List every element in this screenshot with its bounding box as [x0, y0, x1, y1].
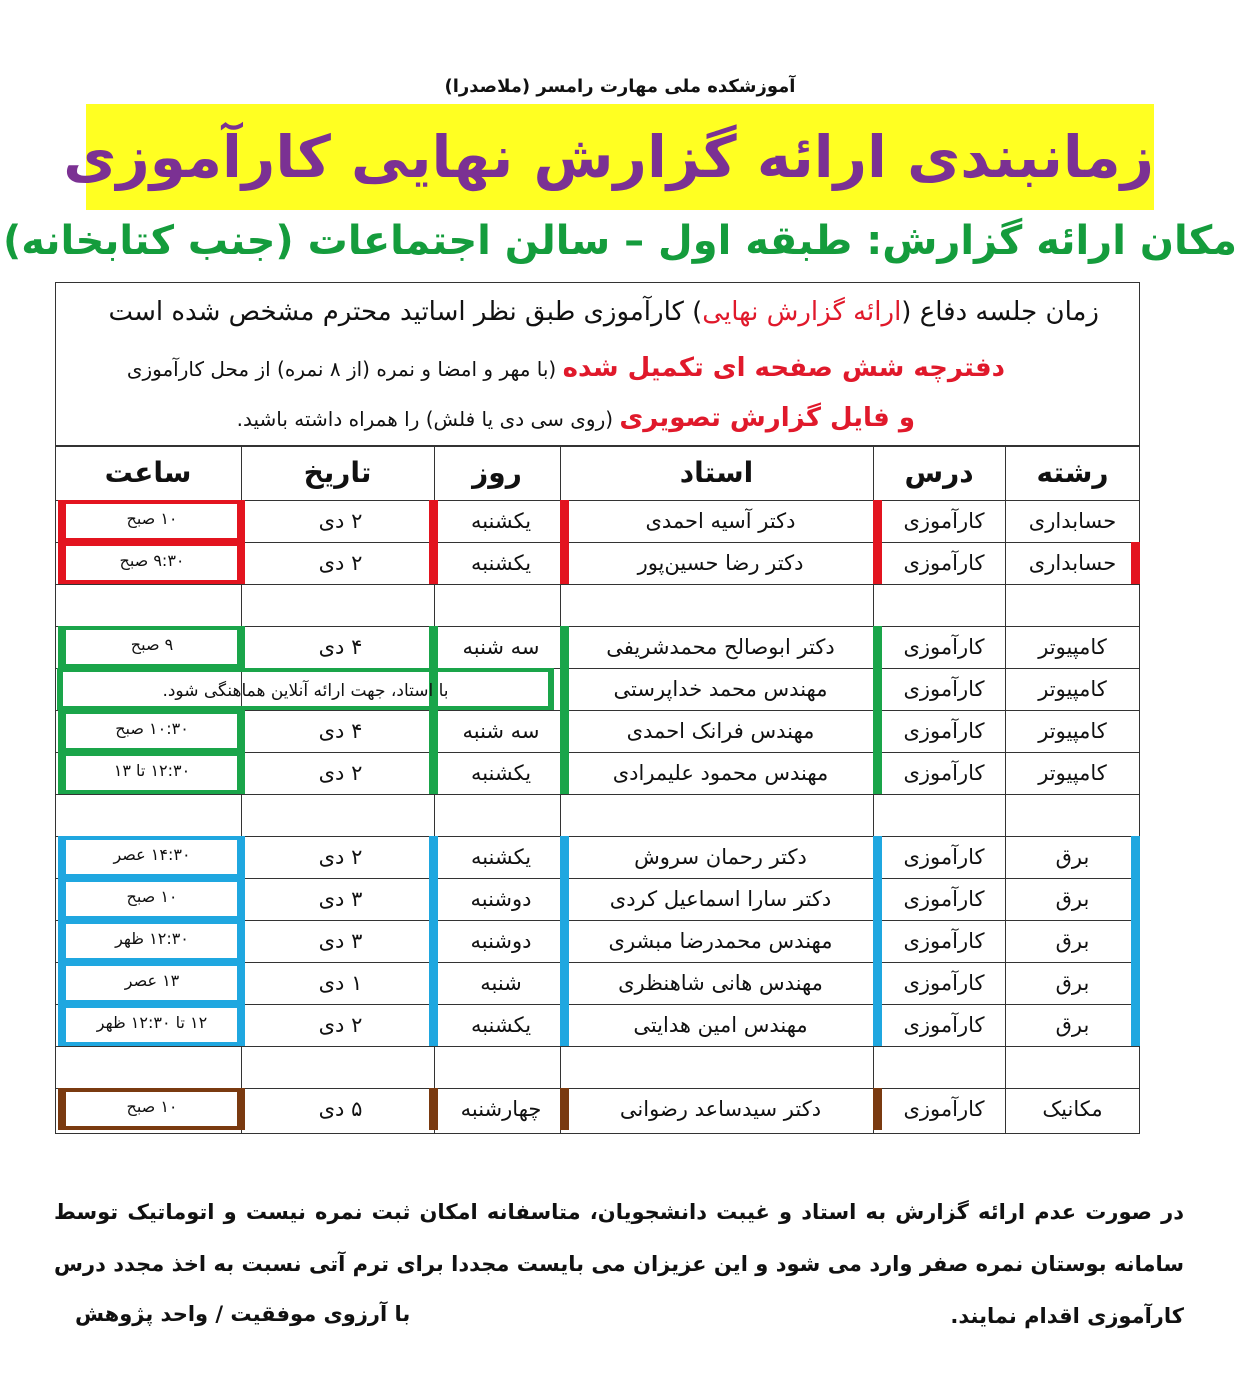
date-cell: ۵ دی	[318, 1097, 363, 1121]
course-cell: کارآموزی	[903, 845, 985, 869]
location-line: مکان ارائه گزارش: طبقه اول – سالن اجتماعات (جنب کتابخانه)	[2, 218, 1238, 264]
date-cell: ۲ دی	[318, 845, 363, 869]
column-divider	[55, 446, 56, 1134]
course-cell: کارآموزی	[903, 929, 985, 953]
hour-cell: ۱۲:۳۰ تا ۱۳	[113, 761, 191, 780]
row-divider	[55, 1133, 1140, 1134]
instructor-cell: مهندس امین هدایتی	[633, 1013, 808, 1037]
course-cell: کارآموزی	[903, 509, 985, 533]
group-color-marker	[873, 1088, 882, 1130]
instructor-cell: مهندس فرانک احمدی	[626, 719, 815, 743]
field-cell: برق	[1055, 971, 1090, 995]
date-cell: ۲ دی	[318, 1013, 363, 1037]
notice-line-1-highlight: ارائه گزارش نهایی	[702, 297, 902, 327]
instructor-cell: مهندس محمدرضا مبشری	[608, 929, 833, 953]
notice-line-2-suffix: (با مهر و امضا و نمره (از ۸ نمره) از محل کارآموزی	[126, 357, 563, 381]
group-color-marker	[560, 836, 569, 878]
instructor-cell: مهندس محمود علیمرادی	[612, 761, 829, 785]
date-cell: ۳ دی	[318, 929, 363, 953]
day-cell: سه شنبه	[462, 719, 540, 743]
hour-cell: ۹ صبح	[130, 635, 174, 654]
header-instructor: استاد	[679, 456, 754, 489]
day-cell: دوشنبه	[470, 929, 532, 953]
course-cell: کارآموزی	[903, 887, 985, 911]
course-cell: کارآموزی	[903, 971, 985, 995]
course-cell: کارآموزی	[903, 761, 985, 785]
hour-cell: ۱۳ عصر	[124, 971, 180, 990]
date-cell: ۱ دی	[318, 971, 363, 995]
farewell-signature: با آرزوی موفقیت / واحد پژوهش	[75, 1302, 411, 1326]
group-color-marker	[873, 752, 882, 794]
hour-cell: ۱۰ صبح	[126, 887, 178, 906]
group-color-marker	[873, 500, 882, 542]
row-divider	[55, 794, 1140, 795]
instructor-cell: دکتر سیدساعد رضوانی	[619, 1097, 822, 1121]
header-course: درس	[904, 456, 974, 489]
group-color-marker	[560, 710, 569, 752]
notice-line-1	[109, 297, 1099, 327]
notice-line-2	[127, 353, 1005, 383]
coordination-note: با استاد، جهت ارائه آنلاین هماهنگی شود.	[57, 668, 554, 710]
group-color-marker	[1131, 836, 1140, 878]
group-color-marker	[1131, 1004, 1140, 1046]
hour-cell: ۹:۳۰ صبح	[119, 551, 185, 570]
notice-line-1-suffix: ) کارآموزی طبق نظر اساتید محترم مشخص شده است	[108, 297, 703, 327]
institute-name: آموزشکده ملی مهارت رامسر (ملاصدرا)	[444, 76, 796, 97]
group-color-marker	[560, 920, 569, 962]
field-cell: حسابداری	[1028, 509, 1117, 533]
day-cell: چهارشنبه	[460, 1097, 542, 1121]
schedule-table	[55, 446, 1140, 1134]
day-cell: یکشنبه	[470, 845, 532, 869]
instructor-cell: دکتر سارا اسماعیل کردی	[609, 887, 832, 911]
group-color-marker	[873, 542, 882, 584]
date-cell: ۲ دی	[318, 509, 363, 533]
instructor-cell: دکتر آسیه احمدی	[645, 509, 796, 533]
course-cell: کارآموزی	[903, 1013, 985, 1037]
field-cell: کامپیوتر	[1038, 761, 1107, 785]
row-divider	[55, 584, 1140, 585]
field-cell: کامپیوتر	[1038, 677, 1107, 701]
group-color-marker	[873, 962, 882, 1004]
day-cell: دوشنبه	[470, 887, 532, 911]
header-date: تاریخ	[303, 456, 372, 489]
hour-cell: ۱۲:۳۰ ظهر	[115, 929, 189, 948]
instructor-cell: مهندس محمد خداپرستی	[613, 677, 828, 701]
row-divider	[55, 446, 1140, 447]
group-color-marker	[560, 668, 569, 710]
hour-cell: ۱۴:۳۰ عصر	[113, 845, 191, 864]
group-color-marker	[873, 710, 882, 752]
field-cell: برق	[1055, 1013, 1090, 1037]
footer-warning: در صورت عدم ارائه گزارش به استاد و غیبت دانشجویان، متاسفانه امکان ثبت نمره نیست و اتوماتیک توسط سامانه بوستان نمره صفر وارد می شود و این عزیزان می بایست مجددا برای ترم آتی نسبت به اخذ مجدد درس کارآموزی اقدام نمایند.	[54, 1200, 1184, 1328]
day-cell: یکشنبه	[470, 509, 532, 533]
header-field: رشته	[1036, 456, 1109, 489]
day-cell: یکشنبه	[470, 761, 532, 785]
course-cell: کارآموزی	[903, 635, 985, 659]
group-color-marker	[873, 1004, 882, 1046]
date-cell: ۲ دی	[318, 551, 363, 575]
group-color-marker	[560, 1004, 569, 1046]
instructor-cell: مهندس هانی شاهنظری	[618, 971, 823, 995]
hour-cell: ۱۰ صبح	[126, 1097, 178, 1116]
course-cell: کارآموزی	[903, 551, 985, 575]
group-color-marker	[560, 962, 569, 1004]
notice-line-1-prefix: زمان جلسه دفاع (	[901, 297, 1099, 327]
group-color-marker	[1131, 962, 1140, 1004]
group-color-marker	[560, 500, 569, 542]
course-cell: کارآموزی	[903, 677, 985, 701]
hour-cell: ۱۰ صبح	[126, 509, 178, 528]
notice-box	[55, 282, 1140, 446]
field-cell: مکانیک	[1042, 1097, 1103, 1121]
group-color-marker	[1131, 878, 1140, 920]
group-color-marker	[560, 626, 569, 668]
notice-line-3-suffix: (روی سی دی یا فلش) را همراه داشته باشید.	[236, 407, 620, 431]
field-cell: کامپیوتر	[1038, 635, 1107, 659]
group-color-marker	[1131, 542, 1140, 584]
day-cell: سه شنبه	[462, 635, 540, 659]
row-divider	[55, 1046, 1140, 1047]
instructor-cell: دکتر رحمان سروش	[634, 845, 807, 869]
notice-line-2-highlight: دفترچه شش صفحه ای تکمیل شده	[562, 353, 1005, 383]
header-hour: ساعت	[104, 456, 192, 489]
field-cell: برق	[1055, 929, 1090, 953]
group-color-marker	[560, 542, 569, 584]
date-cell: ۴ دی	[318, 719, 363, 743]
field-cell: حسابداری	[1028, 551, 1117, 575]
page-title: زمانبندی ارائه گزارش نهایی کارآموزی	[63, 123, 1154, 191]
hour-cell: ۱۲ تا ۱۲:۳۰ ظهر	[96, 1013, 208, 1032]
group-color-marker	[873, 920, 882, 962]
date-cell: ۳ دی	[318, 887, 363, 911]
field-cell: برق	[1055, 845, 1090, 869]
instructor-cell: دکتر ابوصالح محمدشریفی	[606, 635, 835, 659]
header-day: روز	[472, 456, 522, 489]
field-cell: برق	[1055, 887, 1090, 911]
group-color-marker	[560, 752, 569, 794]
course-cell: کارآموزی	[903, 719, 985, 743]
group-color-marker	[1131, 920, 1140, 962]
day-cell: یکشنبه	[470, 551, 532, 575]
group-color-marker	[560, 878, 569, 920]
hour-cell: ۱۰:۳۰ صبح	[115, 719, 189, 738]
group-color-marker	[873, 878, 882, 920]
notice-line-3-highlight: و فایل گزارش تصویری	[619, 403, 915, 433]
instructor-cell: دکتر رضا حسین‌پور	[637, 551, 804, 575]
group-color-marker	[873, 836, 882, 878]
group-color-marker	[873, 668, 882, 710]
date-cell: ۲ دی	[318, 761, 363, 785]
date-cell: ۴ دی	[318, 635, 363, 659]
day-cell: یکشنبه	[470, 1013, 532, 1037]
course-cell: کارآموزی	[903, 1097, 985, 1121]
field-cell: کامپیوتر	[1038, 719, 1107, 743]
group-color-marker	[873, 626, 882, 668]
notice-line-3	[237, 403, 915, 433]
group-color-marker	[560, 1088, 569, 1130]
day-cell: شنبه	[480, 971, 522, 995]
